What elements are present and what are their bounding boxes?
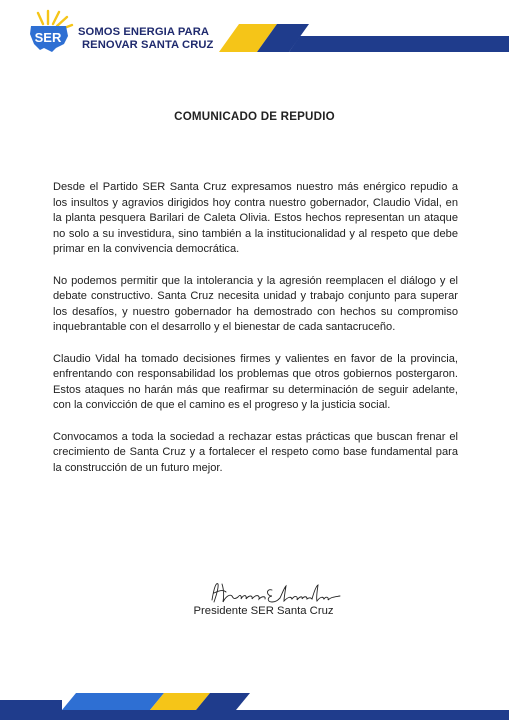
slogan-line-1: SOMOS ENERGIA PARA xyxy=(78,26,210,38)
paragraph-3: Claudio Vidal ha tomado decisiones firmes y valientes en favor de la provincia, enfrentando con responsabilidad los problemas que otros gobiernos postergaron. Estos ataques no harán más que reafirmar su determinación de seguir adelante, con la convicción de que el camino es el progreso y la justicia social. xyxy=(53,352,458,412)
header-stripes xyxy=(219,24,509,52)
handwritten-signature xyxy=(200,578,360,606)
paragraph-4: Convocamos a toda la sociedad a rechazar estas prácticas que buscan frenar el crecimiento de Santa Cruz y a fortalecer el respeto como base fundamental para la construcción de un futuro mejor. xyxy=(53,430,458,474)
document-title: COMUNICADO DE REPUDIO xyxy=(174,110,335,123)
paragraph-1: Desde el Partido SER Santa Cruz expresamos nuestro más enérgico repudio a los insultos y agravios dirigidos hoy contra nuestro gobernador, Claudio Vidal, en la planta pesquera Barilari de Caleta Olivia. Estos hechos representan un ataque no solo a su investidura, sino también a la institucionalidad y al respeto que debe primar en la convivencia democrática. xyxy=(53,181,458,256)
ser-logo xyxy=(26,8,76,54)
logo-text: SER xyxy=(34,30,62,45)
letterhead xyxy=(0,0,509,60)
signer-name: Presidente SER Santa Cruz xyxy=(193,605,334,617)
slogan-line-2: RENOVAR SANTA CRUZ xyxy=(82,39,214,51)
footer-stripes xyxy=(0,688,509,720)
document-body xyxy=(53,180,458,492)
slogan xyxy=(78,26,214,52)
paragraph-2: No podemos permitir que la intolerancia y la agresión reemplacen el diálogo y el debate constructivo. Santa Cruz necesita unidad y trabajo conjunto para superar los desafíos, y nuestro gobernador ha demostrado con hechos su compromiso inquebrantable con el desarrollo y el bienestar de cada santacruceño. xyxy=(53,274,458,334)
